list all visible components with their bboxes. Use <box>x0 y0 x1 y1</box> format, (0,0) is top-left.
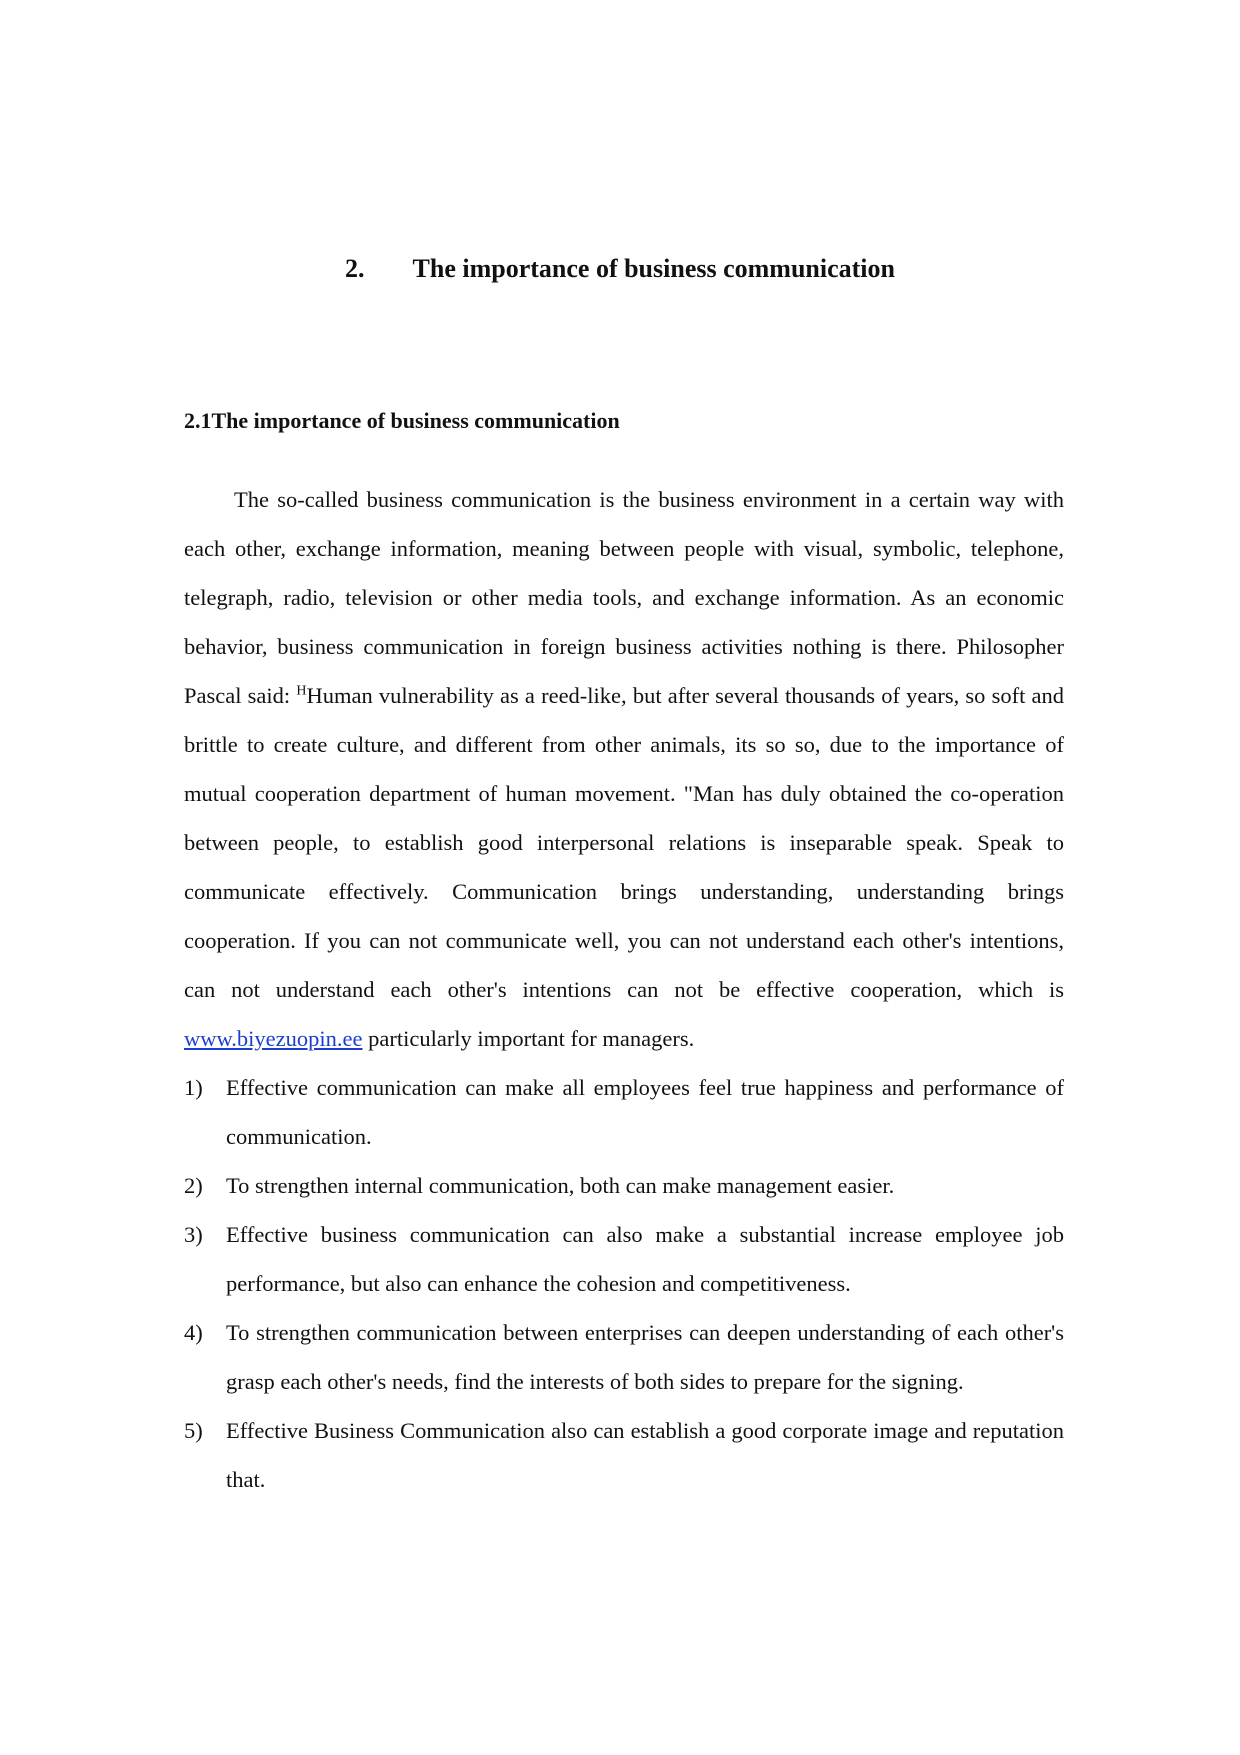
superscript-mark: H <box>296 683 307 699</box>
list-item <box>184 1161 1064 1210</box>
body-text <box>184 475 1064 1504</box>
list-item-marker: 2) <box>184 1173 203 1198</box>
list-item-text: To strengthen communication between enterprises can deepen understanding of each other's grasp each other's needs, find the interests of both sides to prepare for the signing. <box>226 1320 1064 1394</box>
section-heading: 2.1The importance of business communication <box>184 408 620 433</box>
list-item-marker: 4) <box>184 1320 203 1345</box>
list-item-text: Effective communication can make all employees feel true happiness and performance of communication. <box>226 1075 1064 1149</box>
website-link[interactable]: www.biyezuopin.ee <box>184 1026 363 1051</box>
numbered-list <box>184 1063 1064 1504</box>
chapter-heading <box>0 254 1240 284</box>
list-item-text: To strengthen internal communication, both can make management easier. <box>226 1173 895 1198</box>
body-paragraph <box>184 475 1064 1063</box>
list-item <box>184 1308 1064 1406</box>
chapter-number: 2. <box>345 254 365 283</box>
list-item-text: Effective Business Communication also can establish a good corporate image and reputation that. <box>226 1418 1064 1492</box>
list-item <box>184 1406 1064 1504</box>
list-item-marker: 1) <box>184 1075 203 1100</box>
list-item <box>184 1210 1064 1308</box>
paragraph-text-after-link: particularly important for managers. <box>362 1026 695 1051</box>
list-item-marker: 5) <box>184 1418 203 1443</box>
list-item-marker: 3) <box>184 1222 203 1247</box>
paragraph-text-before-link: Human vulnerability as a reed-like, but after several thousands of years, so soft and brittle to create culture, and different from other animals, its so so, due to the importance of mutual cooperation department of human movement. "Man has duly obtained the co-operation between people, to establish good interpersonal relations is inseparable speak. Speak to communicate effectively. Communication brings understanding, understanding brings cooperation. If you can not communicate well, you can not understand each other's intentions, can not understand each other's intentions can not be effective cooperation, which is <box>184 683 1064 1002</box>
paragraph-text-before-mark: The so-called business communication is the business environment in a certain way with each other, exchange information, meaning between people with visual, symbolic, telephone, telegraph, radio, television or other media tools, and exchange information. As an economic behavior, business communication in foreign business activities nothing is there. Philosopher Pascal said: <box>184 487 1064 708</box>
list-item <box>184 1063 1064 1161</box>
list-item-text: Effective business communication can also make a substantial increase employee job performance, but also can enhance the cohesion and competitiveness. <box>226 1222 1064 1296</box>
chapter-title: The importance of business communication <box>412 254 895 283</box>
